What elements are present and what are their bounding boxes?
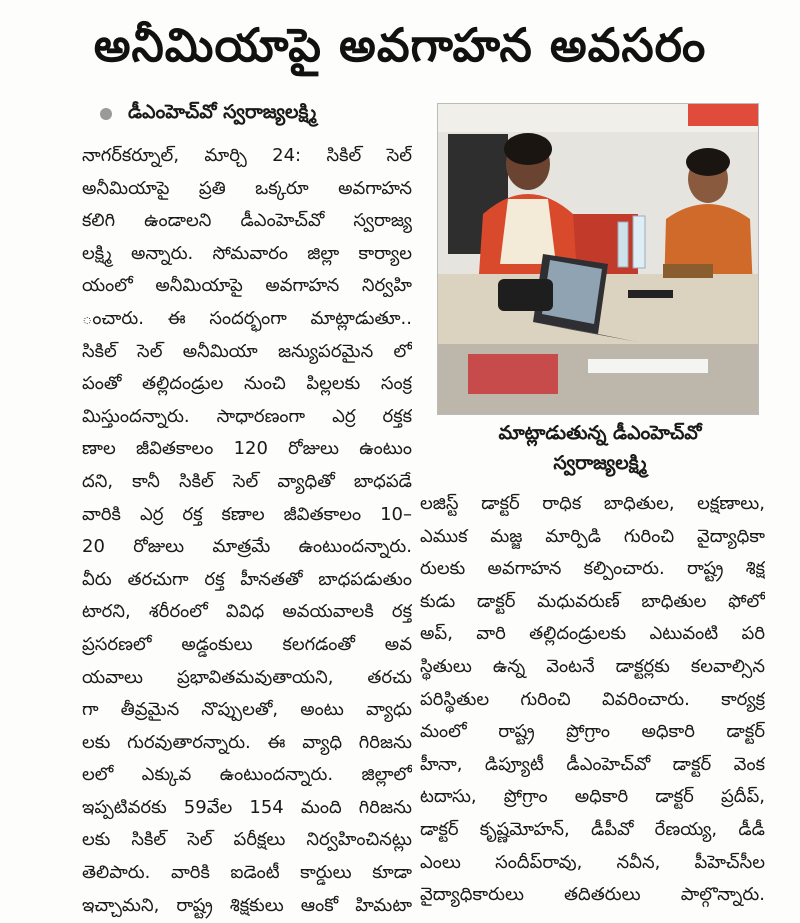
text-line: లక్ష్మి అన్నారు. సోమవారం జిల్లా కార్యాల <box>82 242 412 264</box>
text-line: అప్, వారి తల్లిదండ్రులకు ఎటువంటి పరి <box>420 623 765 645</box>
text-line: పరిస్థితుల గురించి వివరించారు. కార్యక్ర <box>420 688 765 710</box>
text-line: వైద్యాధికారులు తదితరులు పాల్గొన్నారు. <box>420 884 765 906</box>
text-line: యవాలు ప్రభావితమవుతాయని, తరచు <box>82 666 412 688</box>
article-left-column <box>82 140 412 922</box>
article-right-column <box>420 488 765 912</box>
byline-bullet-icon <box>100 108 112 120</box>
text-line: ఇప్పటివరకు 59వేల 154 మంది గిరిజను <box>82 796 412 818</box>
text-line: హీనా, డిప్యూటీ డీఎంహెచ్‌వో డాక్టర్ వెంక <box>420 753 765 775</box>
text-line: ప్రసరణలో అడ్డంకులు కలగడంతో అవ <box>82 633 412 655</box>
text-line: టారని, శరీరంలో వివిధ అవయవాలకి రక్త <box>82 601 412 623</box>
text-line: టదాసు, ప్రోగ్రాం అధికారి డాక్టర్ ప్రదీప్, <box>420 786 765 808</box>
text-line: మంలో రాష్ట్ర ప్రోగ్రాం అధికారి డాక్టర్ <box>420 721 765 743</box>
text-line: ఎముక మజ్జ మార్పిడి గురించి వైద్యాధికా <box>420 525 765 547</box>
photo-caption <box>420 418 780 478</box>
text-line: రులకు అవగాహన కల్పించారు. రాష్ట్ర శిక్ష <box>420 558 765 580</box>
headline: అనీమియాపై అవగాహన అవసరం <box>93 18 707 72</box>
text-line: పంతో తల్లిదండ్రుల నుంచి పిల్లలకు సంక్ర <box>82 373 412 395</box>
caption-line: మాట్లాడుతున్న డీఎంహెచ్‌వో <box>498 422 702 444</box>
text-line: మిస్తుందన్నారు. సాధారణంగా ఎర్ర రక్తక <box>82 405 412 427</box>
event-photo <box>437 103 759 415</box>
text-line: వీరు తరచుగా రక్త హీనతతో బాధపడుతుం <box>82 568 412 590</box>
text-line: స్థితులు ఉన్న వెంటనే డాక్టర్లకు కలవాల్సిన <box>420 655 765 677</box>
text-line: లకు సికిల్ సెల్ పరీక్షలు నిర్వహించినట్లు <box>82 829 412 851</box>
text-line: దని, కానీ సికిల్ సెల్ వ్యాధితో బాధపడే <box>82 470 412 492</box>
text-line: ఎంలు సందీప్‌రావు, నవీన, పీహెచ్‌సీల <box>420 851 765 873</box>
text-line: సికిల్ సెల్ అనీమియా జన్యుపరమైన లో <box>82 340 412 362</box>
text-line: లజిస్ట్ డాక్టర్ రాధిక బాధితుల, లక్షణాలు, <box>420 493 765 514</box>
text-line: కలిగి ఉండాలని డీఎంహెచ్‌వో స్వరాజ్య <box>82 210 412 232</box>
caption-line: స్వరాజ్యలక్ష్మి <box>553 452 647 474</box>
text-line: ఇచ్చామని, రాష్ట్ర శిక్షకులు ఆంకో హిమటా <box>82 894 412 916</box>
text-line: ణాల జీవితకాలం 120 రోజులు ఉంటుం <box>82 438 412 460</box>
text-line: డాక్టర్ కృష్ణమోహన్, డీపీవో రేణయ్య, డీడీ <box>420 818 765 840</box>
text-line: యంలో అనీమియాపై అవగాహన నిర్వహి <box>82 275 412 297</box>
event-photo-illustration <box>438 104 758 414</box>
text-line: తెలిపారు. వారికి ఐడెంటీ కార్డులు కూడా <box>82 862 412 884</box>
text-line: వారికి ఎర్ర రక్త కణాల జీవితకాలం 10– <box>82 503 412 525</box>
byline: డీఎంహెచ్‌వో స్వరాజ్యలక్ష్మి <box>128 101 317 123</box>
text-line: నాగర్‌కర్నూల్, మార్చి 24: సికిల్ సెల్ <box>82 145 412 166</box>
text-line: లకు గురవుతారన్నారు. ఈ వ్యాధి గిరిజను <box>82 731 412 753</box>
text-line: 20 రోజులు మాత్రమే ఉంటుందన్నారు. <box>82 536 412 558</box>
text-line: ంచారు. ఈ సందర్భంగా మాట్లాడుతూ.. <box>82 307 412 329</box>
text-line: కుడు డాక్టర్ మధువరుణ్ బాధితుల ఫోలో <box>420 590 765 612</box>
text-line: గా తీవ్రమైన నొప్పులతో, అంటు వ్యాధు <box>82 699 412 721</box>
text-line: లలో ఎక్కువ ఉంటుందన్నారు. జిల్లాలో <box>82 764 412 786</box>
text-line: అనీమియాపై ప్రతి ఒక్కరూ అవగాహన <box>82 177 412 199</box>
